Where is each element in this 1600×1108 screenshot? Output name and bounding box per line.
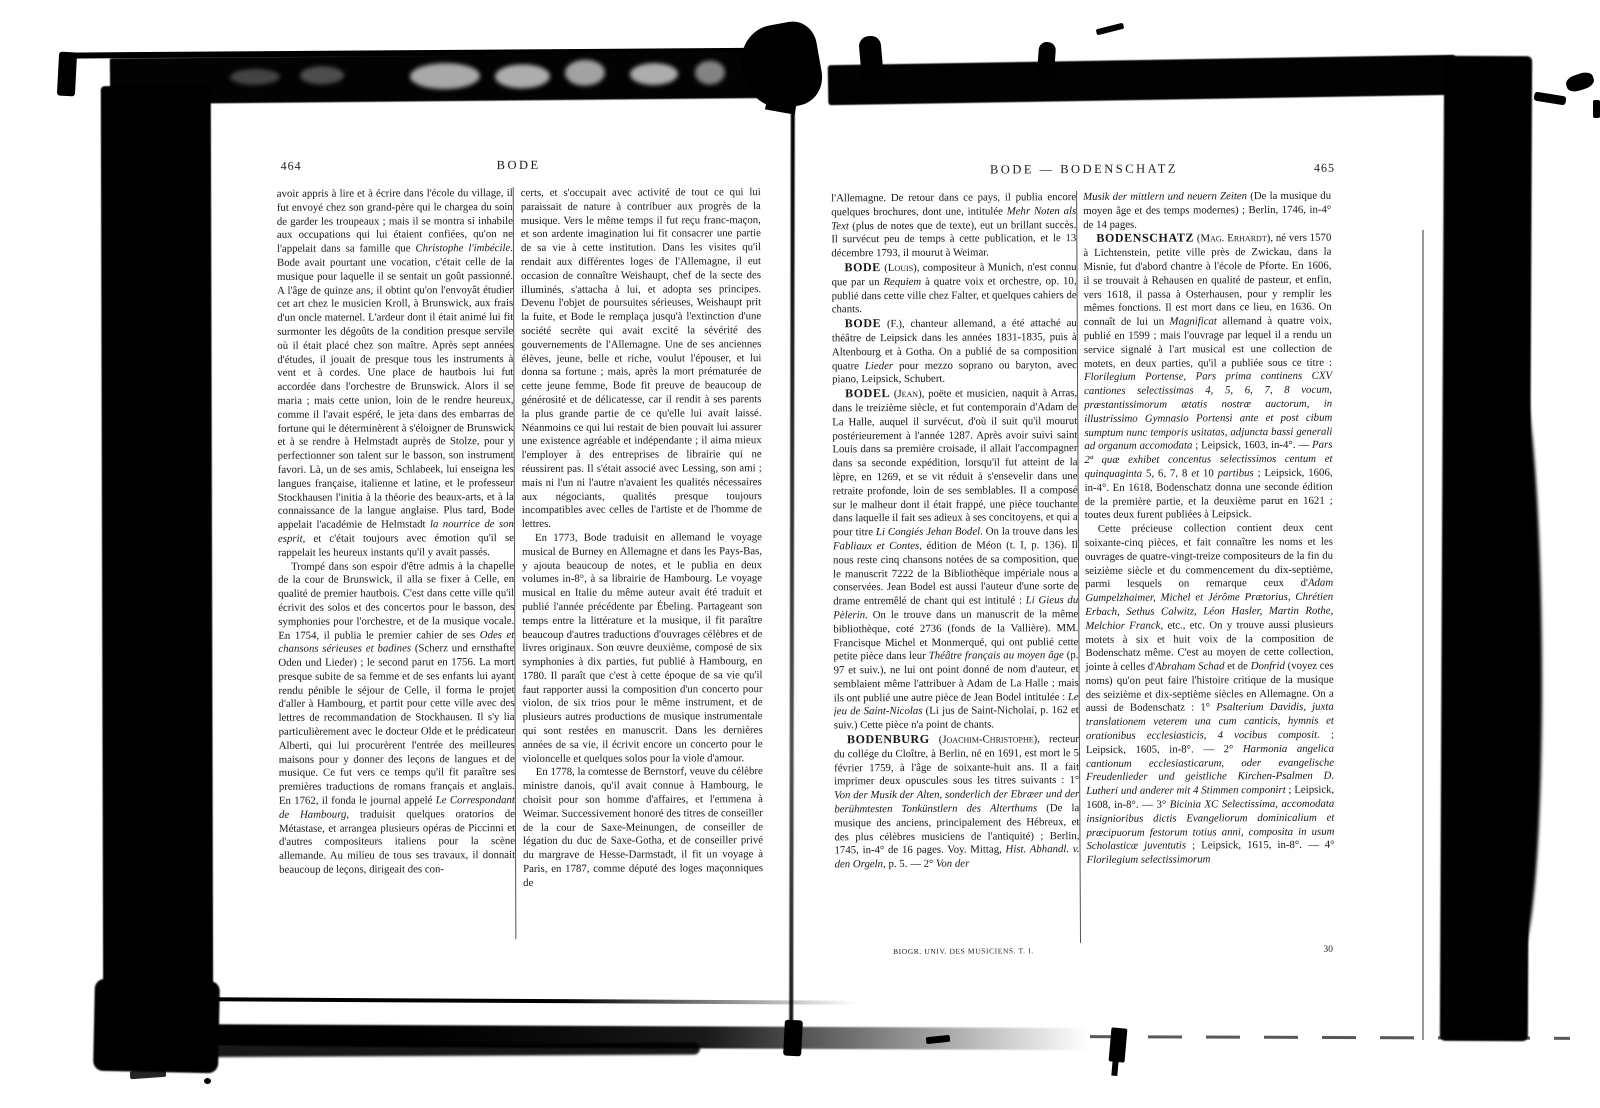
scan-noise-bottom-dash-2 <box>130 1069 166 1079</box>
volume-signature: BIOGR. UNIV. DES MUSICIENS. T. I. <box>893 946 1034 957</box>
page-edge-line-right <box>1422 230 1424 1040</box>
scan-noise-far-right-dash <box>1533 92 1566 106</box>
page-left <box>277 157 764 940</box>
paragraph: BODE (F.), chanteur allemand, a été attaché au théâtre de Leipsick dans les années 1831-1835, puis à Altenbourg et à Gotha. On a publié de sa composition quatre Lieder pour mezzo soprano ou baryton, avec piano, Leipsick, Schubert. <box>831 316 1077 386</box>
paragraph: avoir appris à lire et à écrire dans l'école du village, il fut envoyé chez son grand-père qui le chargea du soin de garder les troupeaux ; mais il se montra si inhabile aux occupations qui lui étaient confiées, qu'on ne l'appelait dans sa famille que Christophe l'imbécile. Bode avait pourtant une vocation, c'était celle de la musique pour laquelle il se sentait un goût passionné. A l'âge de quinze ans, il obtint qu'on l'envoyât étudier cet art chez le musicien Kroll, à Brunswick, aux frais d'un oncle maternel. L'ardeur dont il était animé lui fit surmonter les dégoûts de la condition presque servile où il était placé chez son maître. Après sept années d'études, il jouait de presque tous les instruments à vent et à cordes. Une place de hautbois lui fut accordée dans l'orchestre de Brunswick. Alors il se maria ; mais cette union, loin de le rendre heureux, comme il l'avait espéré, le jeta dans des embarras de fortune qui le déterminèrent à s'éloigner de Brunswick et à se rendre à Helmstadt auprès de Stolze, pour y perfectionner son talent sur le basson, son instrument favori. Là, un de ses amis, Schlabeek, lui enseigna les langues française, italienne et latine, et le professeur Stockhausen l'initia à la théorie des beaux-arts, et à la connaissance de la langue anglaise. Plus tard, Bode appelait l'académie de Helmstadt la nourrice de son esprit, et c'était toujours avec émotion qu'il se rappelait les heureux instants qu'il y avait passés. <box>276 187 514 559</box>
gutter-bottom-ink-blob <box>783 1020 803 1057</box>
paragraph: Trompé dans son espoir d'être admis à la chapelle de la cour de Brunswick, il alla se fixer à Celle, en qualité de premier hautbois. C'est dans cette ville qu'il écrivit des solos et des concertos pour le basson, des symphonies pour l'orchestre, et de la musique vocale. En 1754, il publia le premier cahier de ses Odes et chansons sérieuses et badines (Scherz und ernsthafte Oden und Lieder) ; le second parut en 1756. La mort presque subite de sa femme et de ses enfants lui ayant rendu pénible le séjour de Celle, il forma le projet d'aller à Hambourg, et partit pour cette ville avec des lettres de recommandation de Stockhausen. Il s'y lia particulièrement avec le docteur Olde et le prédicateur Alberti, qui lui procurèrent l'entrée des meilleures maisons pour y donner des leçons de langues et de musique. Ce fut vers ce temps qu'il fit paraître ses premières traductions de romans français et anglais. En 1762, il fonda le journal appelé Le Correspondant de Hambourg, traduisit quelques oratorios de Métastase, et arrangea plusieurs opéras de Piccinni et d'autres compositeurs italiens pour la scène allemande. Au milieu de tous ses travaux, il donnait beaucoup de leçons, dirigeait des con- <box>278 559 516 876</box>
paragraph: certs, et s'occupait avec activité de tout ce qui lui paraissait de nature à contribuer aux progrès de la musique. Vers le même temps il fut reçu franc-maçon, et son ardente imagination lui fit consacrer une partie de sa vie à cette institution. Dans les visites qu'il rendait aux différentes loges de l'Allemagne, il eut occasion de connaître Weishaupt, chef de la secte des illuminés, s'attacha à lui, et adopta ses principes. Devenu l'objet de poursuites sérieuses, Weishaupt prit la fuite, et Bode le remplaça jusqu'à l'extinction d'une société secrète qui avait excité la sévérité des gouvernements de l'Allemagne. Une de ses anciennes élèves, jeune, belle et riche, voulut l'épouser, et lui donna sa fortune ; mais, après la mort prématurée de cette jeune femme, Bode fit preuve de beaucoup de générosité et de délicatesse, car il rendit à ses parents la plus grande partie de ce qu'elle lui avait laissé. Néanmoins ce qui lui restait de bien pouvait lui assurer une existence agréable et indépendante ; il aima mieux l'employer à des entreprises de librairie qui ne réussirent pas. Il s'était associé avec Lessing, son ami ; mais ni l'un ni l'autre n'avaient les qualités nécessaires aux négociants, qualités presque toujours incompatibles avec celles de l'artiste et de l'homme de lettres. <box>520 186 762 531</box>
scan-border-top-left-bar <box>110 52 805 105</box>
scan-border-bump-2 <box>1037 41 1056 78</box>
sheet-signature-number: 30 <box>1323 944 1334 955</box>
page-right <box>831 161 1341 958</box>
page-left-header <box>277 157 761 181</box>
paragraph: Cette précieuse collection contient deux cent soixante-cinq pièces, et fait connaître les noms et les ouvrages de quatre-vingt-treize compositeurs de la fin du seizième siècle et du commencement du dix-septième, parmi lesquels on remarque ceux d'Adam Gumpelzhaimer, Michel et Jérôme Prætorius, Chrétien Erbach, Sethus Calwitz, Léon Hasler, Martin Rothe, Melchior Franck, etc., etc. On y trouve aussi plusieurs motets à six et huit voix de la composition de Bodenschatz même. C'est au moyen de cette collection, jointe à celles d'Abraham Schad et de Donfrid (voyez ces noms) qu'on peut faire l'histoire critique de la musique des seizième et dix-septième siècles en Allemagne. On a aussi de Bodenschatz : 1° Psalterium Davidis, juxta translationem veterem una cum canticis, hymnis et orationibus ecclesiasticis, 4 vocibus composit. ; Leipsick, 1605, in-8°. — 2° Harmonia angelica cantionum ecclesiasticarum, oder evangelische Freudenlieder und geistliche Kirchen-Psalmen D. Lutheri und anderer mit 4 Stimmen componirt ; Leipsick, 1608, in-8°. — 3° Bicinia XC Selectissima, accomodata insignioribus dictis Evangeliorum dominicalium et præcipuorum festorum totius anni, composita in usum Scholasticæ juventutis ; Leipsick, 1615, in-8°. — 4° Florilegium selectissimorum <box>1084 521 1335 867</box>
page-left-column-1 <box>277 187 516 940</box>
page-right-footer <box>835 945 1341 958</box>
page-left-columns <box>277 186 764 940</box>
scan-border-bottom-strip-2 <box>140 1043 700 1058</box>
paragraph: BODEL (Jean), poëte et musicien, naquit à Arras, dans le treizième siècle, et fut contemporain d'Adam de La Halle, auquel il survécut, d'où il suit qu'il mourut postérieurement à l'année 1287. Après avoir suivi saint Louis dans sa première croisade, il allait l'accompagner dans sa seconde expédition, lorsqu'il fut atteint de la lèpre, en 1269, et se vit réduit à s'ensevelir dans une retraite profonde, loin de ses semblables. Il a composé sur le malheur dont il était frappé, une pièce touchante dans laquelle il fait ses adieux à ses concitoyens, et qui a pour titre Li Congiés Jehan Bodel. On la trouve dans les Fabliaux et Contes, édition de Méon (t. I, p. 136). Il nous reste cinq chansons notées de sa composition, que le manuscrit 7222 de la Bibliothèque impériale nous a conservées. Jean Bodel est aussi l'auteur d'une sorte de drame entremêlé de chant qui est intitulé : Li Gieus du Pèlerin. On le trouve dans un manuscrit de la même bibliothèque, coté 2736 (fonds de la Vallière). MM. Francisque Michel et Monmerqué, qui ont publié cette petite pièce dans leur Théâtre français au moyen âge (p. 97 et suiv.), ne lui ont point donné de nom d'auteur, et semblaient même l'attribuer à Adam de La Halle ; mais ils ont publié une autre pièce de Jean Bodel intitulée : Le jeu de Saint-Nicolas (Li jus de Saint-Nicholai, p. 162 et suiv.) Cette pièce n'a point de chants. <box>832 386 1079 732</box>
scan-border-left-band <box>101 86 213 1016</box>
page-number-left: 464 <box>280 158 302 173</box>
paragraph: BODENSCHATZ (Mag. Erhardt), né vers 1570 à Lichtenstein, petite ville près de Zwickau, dans la Misnie, fut d'abord chantre à l'école de Pforte. En 1606, il se trouvait à Rehausen en qualité de pasteur, et enfin, vers 1618, il passa à Osterhausen, pour y remplir les mêmes fonctions. Il est mort dans ce lieu, en 1636. On connaît de lui un Magnificat allemand à quatre voix, publié en 1599 ; mais l'ouvrage par lequel il a rendu un service signalé à l'art musical est une collection de motets, en deux parties, qu'il a publiée sous ce titre : Florilegium Portense, Pars prima continens CXV cantiones selectissimas 4, 5, 6, 7, 8 vocum, præstantissimorum ætatis nostræ auctorum, in illustrissimo Gymnasio Portensi ante et post cibum sumptum nunc temporis usitatas, adjuncta bassi generali ad organum accomodata ; Leipsick, 1603, in-4°. — Pars 2ª quæ exhibet concentus selectissimos centum et quinquaginta 5, 6, 7, 8 et 10 partibus ; Leipsick, 1606, in-4°. En 1618, Bodenschatz donna une seconde édition de la première partie, et la deuxième parut en 1621 ; toutes deux furent publiées à Leipsick. <box>1083 230 1333 522</box>
scan-border-bump-1 <box>858 35 884 79</box>
paragraph: l'Allemagne. De retour dans ce pays, il publia encore quelques brochures, dont une, intitulée Mehr Noten als Text (plus de notes que de texte), eut un brillant succès. Il survécut peu de temps à cette publication, et le 13 décembre 1793, il mourut à Weimar. <box>831 191 1077 260</box>
paragraph: En 1773, Bode traduisit en allemand le voyage musical de Burney en Allemagne et dans les Pays-Bas, y ajouta beaucoup de notes, et le publia en deux volumes in-8°, à sa librairie de Hambourg. Le voyage musical en Italie du même auteur avait été traduit et publié l'année précédente par Ébeling. Partageant son temps entre la littérature et la musique, il fit paraître beaucoup d'autres traductions d'ouvrages célèbres et de livres originaux. Son œuvre deuxième, composé de six symphonies à dix parties, fut publié à Hambourg, en 1780. Il paraît que c'est à cette époque de sa vie qu'il faut rapporter aussi la composition d'un concerto pour violon, de six trios pour le même instrument, et de plusieurs autres productions de musique instrumentale qui sont restées en manuscrit. Dans les dernières années de sa vie, il écrivit encore un concerto pour le violoncelle et quelques solos pour la viole d'amour. <box>521 531 763 765</box>
page-right-column-1 <box>831 191 1080 944</box>
page-right-header <box>831 161 1337 186</box>
page-right-column-2 <box>1076 190 1335 943</box>
paragraph: En 1778, la comtesse de Bernstorf, veuve du célèbre ministre danois, qu'il avait connue à Hambourg, le choisit pour son homme d'affaires, et l'emmena à Weimar. Successivement honoré des titres de conseiller de la cour de Saxe-Meinungen, de conseiller de légation du duc de Saxe-Gotha, et de conseiller privé du margrave de Hesse-Darmstadt, il fit un voyage à Paris, en 1787, comme député des loges maçonniques de <box>522 765 764 889</box>
page-right-columns <box>831 190 1341 945</box>
running-title-right: BODE — BODENSCHATZ <box>989 161 1179 177</box>
scan-noise-bottom-mark <box>1109 1027 1128 1062</box>
scan-border-bottom-line <box>212 997 857 1004</box>
running-title-left: BODE <box>496 157 541 173</box>
scan-noise-far-right-blob <box>1564 70 1596 94</box>
paragraph: BODENBURG (Joachim-Christophe), recteur du collége du Cloître, à Berlin, né en 1691, est mort le 5 février 1759, à l'âge de soixante-huit ans. Il a fait imprimer deux opuscules sous les titres suivants : 1° Von der Musik der Alten, sonderlich der Ebræer und der berühmtesten Tonkünstlern des Alterthums (De la musique des anciens, principalement des Hébreux, et des plus célèbres musiciens de l'antiquité) ; Berlin, 1745, in-4° de 16 pages. Voy. Mittag, Hist. Abhandl. v. den Orgeln, p. 5. — 2° Von der <box>833 731 1080 871</box>
scan-noise-dash-top <box>1096 23 1125 36</box>
scan-border-right-bulge <box>1496 370 1542 950</box>
scan-border-top-right-bar <box>828 55 1457 105</box>
book-gutter-fold-line <box>789 96 795 1036</box>
paragraph: Musik der mittlern und neuern Zeiten (De la musique du moyen âge et des temps modernes) ; Berlin, 1746, in-4° de 14 pages. <box>1083 189 1332 231</box>
gutter-top-ink-blob <box>735 18 826 114</box>
page-number-right: 465 <box>1313 160 1335 175</box>
paragraph: BODE (Louis), compositeur à Munich, n'est connu que par un Requiem à quatre voix et orchestre, op. 10, publié dans cette ville chez Falter, et quelques cahiers de chants. <box>831 260 1077 316</box>
page-left-column-2 <box>513 186 764 939</box>
scan-noise-bottom-dot <box>204 1078 211 1084</box>
scan-noise-far-right-tick <box>1593 100 1600 118</box>
